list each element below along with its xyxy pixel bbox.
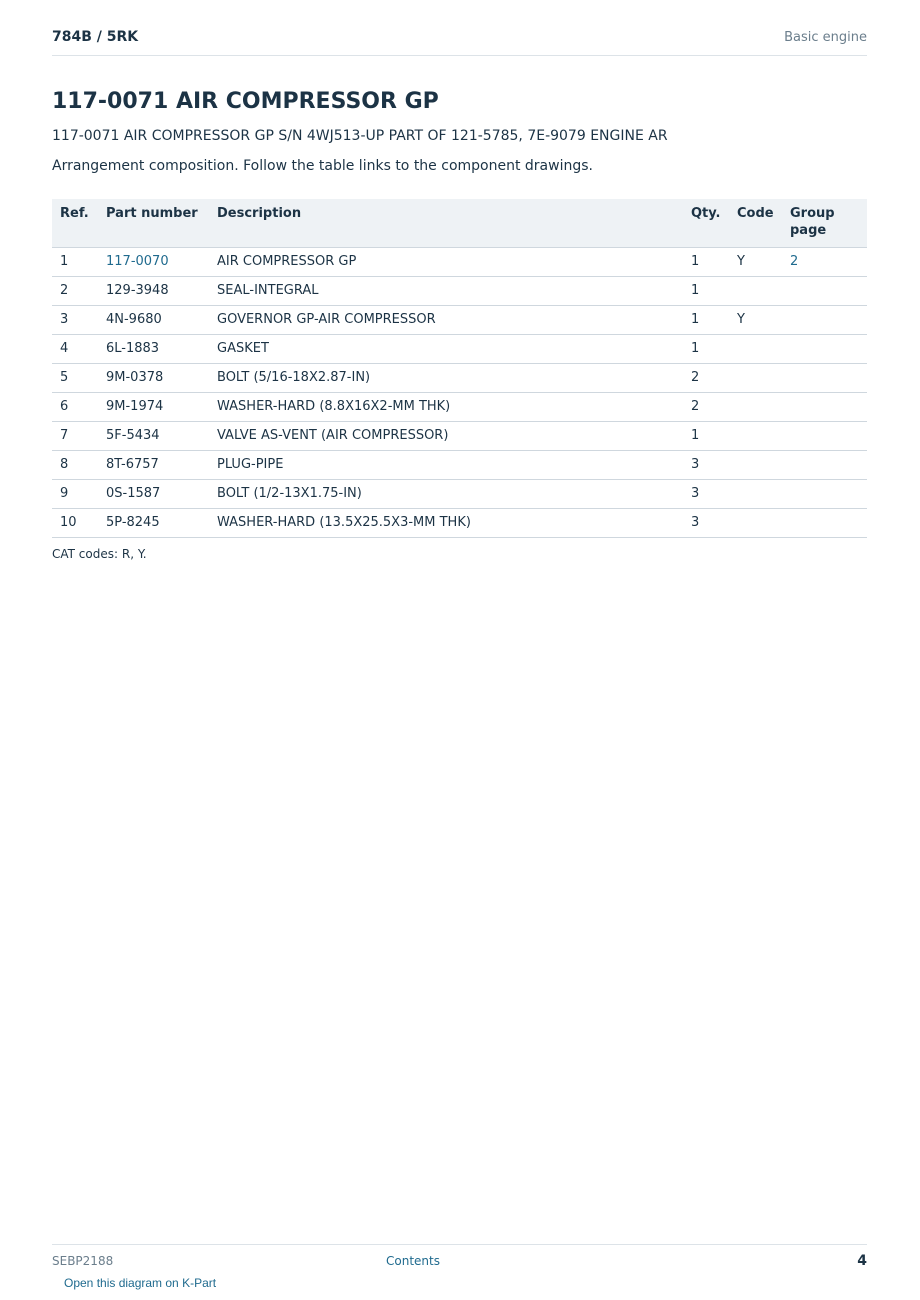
cell-qty: 1: [683, 422, 729, 451]
cell-code: [729, 451, 782, 480]
cell-qty: 3: [683, 509, 729, 538]
cell-code: [729, 480, 782, 509]
cell-group-page: [782, 277, 867, 306]
cell-ref: 9: [52, 480, 98, 509]
contents-link[interactable]: Contents: [386, 1254, 440, 1268]
cell-ref: 3: [52, 306, 98, 335]
cell-code: [729, 422, 782, 451]
document-id: SEBP2188: [52, 1254, 114, 1268]
table-row: [52, 277, 867, 306]
cell-description: AIR COMPRESSOR GP: [209, 248, 683, 277]
column-header-qty: Qty.: [683, 199, 729, 248]
page-number: 4: [857, 1253, 867, 1269]
cell-description: BOLT (1/2-13X1.75-IN): [209, 480, 683, 509]
table-row: [52, 422, 867, 451]
cell-part-number: 9M-0378: [98, 364, 209, 393]
model-label: 784B / 5RK: [52, 29, 139, 45]
table-row: [52, 248, 867, 277]
intro-text: Arrangement composition. Follow the table links to the component drawings.: [52, 158, 593, 174]
section-label: Basic engine: [784, 30, 867, 45]
cell-description: PLUG-PIPE: [209, 451, 683, 480]
cell-group-page: [782, 306, 867, 335]
cell-group-page: [782, 393, 867, 422]
cell-group-page: [782, 335, 867, 364]
column-header-part-number: Part number: [98, 199, 209, 248]
cell-part-number: 6L-1883: [98, 335, 209, 364]
cell-description: GOVERNOR GP-AIR COMPRESSOR: [209, 306, 683, 335]
cell-group-page: [782, 422, 867, 451]
column-header-description: Description: [209, 199, 683, 248]
table-row: [52, 364, 867, 393]
table-row: [52, 306, 867, 335]
cell-part-number: 4N-9680: [98, 306, 209, 335]
cell-ref: 10: [52, 509, 98, 538]
column-header-code: Code: [729, 199, 782, 248]
cell-part-number: 8T-6757: [98, 451, 209, 480]
cell-description: WASHER-HARD (13.5X25.5X3-MM THK): [209, 509, 683, 538]
parts-table: [52, 199, 867, 538]
cell-qty: 1: [683, 248, 729, 277]
cell-group-page: [782, 248, 867, 277]
cell-part-number: 5P-8245: [98, 509, 209, 538]
page-header: [52, 28, 867, 56]
group-page-link[interactable]: 2: [790, 254, 799, 269]
cell-code: Y: [729, 306, 782, 335]
open-k-part-link[interactable]: Open this diagram on K-Part: [64, 1276, 217, 1290]
cell-part-number: 0S-1587: [98, 480, 209, 509]
cell-ref: 4: [52, 335, 98, 364]
cell-qty: 1: [683, 335, 729, 364]
cell-part-number: 129-3948: [98, 277, 209, 306]
cell-ref: 8: [52, 451, 98, 480]
cell-part-number: 5F-5434: [98, 422, 209, 451]
cell-code: [729, 364, 782, 393]
cat-codes-note: CAT codes: R, Y.: [52, 547, 147, 561]
table-header-row: [52, 199, 867, 248]
cell-qty: 1: [683, 306, 729, 335]
cell-code: [729, 335, 782, 364]
cell-ref: 6: [52, 393, 98, 422]
cell-group-page: [782, 451, 867, 480]
cell-description: WASHER-HARD (8.8X16X2-MM THK): [209, 393, 683, 422]
cell-ref: 1: [52, 248, 98, 277]
table-row: [52, 451, 867, 480]
page-subtitle: 117-0071 AIR COMPRESSOR GP S/N 4WJ513-UP PART OF 121-5785, 7E-9079 ENGINE AR: [52, 128, 668, 144]
column-header-group-page: Group page: [782, 199, 867, 248]
table-row: [52, 393, 867, 422]
part-number-link[interactable]: 117-0070: [106, 254, 169, 269]
cell-qty: 2: [683, 364, 729, 393]
cell-ref: 2: [52, 277, 98, 306]
cell-qty: 3: [683, 480, 729, 509]
column-header-ref: Ref.: [52, 199, 98, 248]
cell-ref: 5: [52, 364, 98, 393]
cell-description: VALVE AS-VENT (AIR COMPRESSOR): [209, 422, 683, 451]
cell-code: [729, 393, 782, 422]
page-footer: [52, 1244, 867, 1269]
cell-code: [729, 277, 782, 306]
cell-group-page: [782, 480, 867, 509]
cell-part-number: 9M-1974: [98, 393, 209, 422]
table-row: [52, 335, 867, 364]
cell-qty: 3: [683, 451, 729, 480]
cell-description: SEAL-INTEGRAL: [209, 277, 683, 306]
cell-description: GASKET: [209, 335, 683, 364]
cell-part-number: [98, 248, 209, 277]
cell-ref: 7: [52, 422, 98, 451]
cell-code: Y: [729, 248, 782, 277]
cell-group-page: [782, 364, 867, 393]
cell-qty: 2: [683, 393, 729, 422]
table-row: [52, 480, 867, 509]
cell-description: BOLT (5/16-18X2.87-IN): [209, 364, 683, 393]
page-title: 117-0071 AIR COMPRESSOR GP: [52, 89, 439, 114]
table-row: [52, 509, 867, 538]
cell-code: [729, 509, 782, 538]
cell-qty: 1: [683, 277, 729, 306]
cell-group-page: [782, 509, 867, 538]
